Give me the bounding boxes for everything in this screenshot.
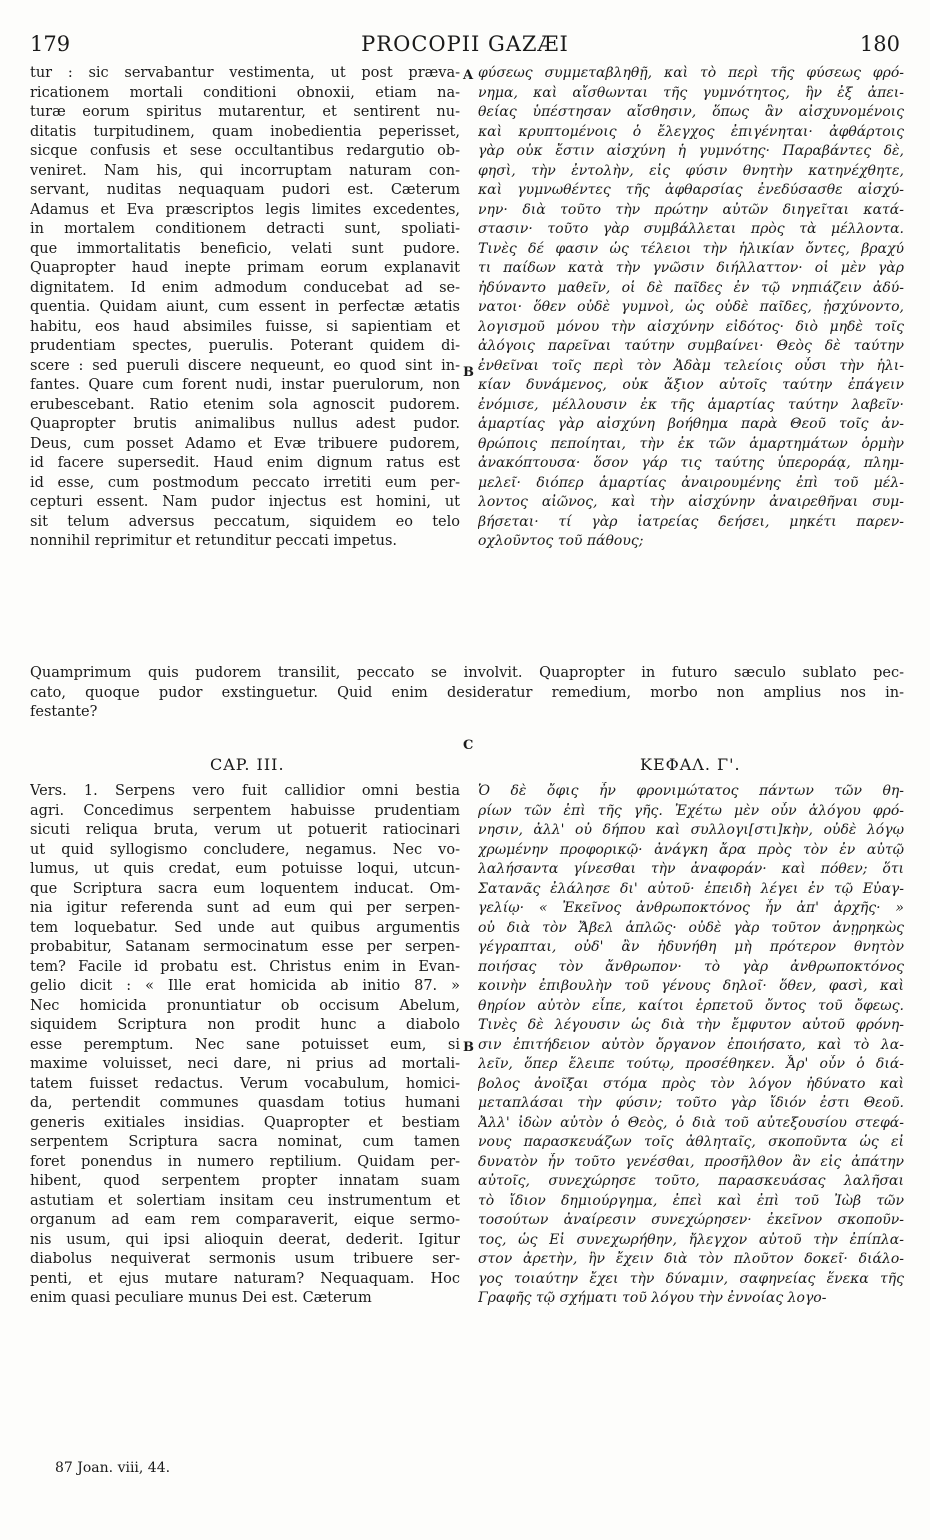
chapter-heading-greek: ΚΕΦΑΛ. Γ'. [640,755,741,774]
text-line: τὸ ἴδιον δημιούργημα, ἐπεὶ καὶ ἐπὶ τοῦ Ἰὼβ τῶν [478,1192,904,1209]
text-line: γελίῳ· « Ἐκεῖνος ἀνθρωποκτόνος ἦν ἀπ' ἀρχῆς· » [478,900,904,916]
text-line: στασιν· τοῦτο γὰρ συμβάλλεται πρὸς τὰ μέλλοντα. [478,221,904,237]
text-line: ἀνακόπτουσα· ὅσον γάρ τις ταύτης ὑπεροράᾳ, πλημ- [478,455,904,471]
text-line: φησὶ, τὴν ἐντολὴν, εἰς φύσιν θνητὴν κατηνέχθητε, [478,162,904,179]
text-line: tatem fuisset redactus. Verum vocabulum, homici- [30,1075,460,1092]
text-line: scere : sed pueruli discere nequeunt, eo quod sint in- [30,357,460,374]
text-line: μεταπλάσαι τὴν φύσιν; τοῦτο γὰρ ἴδιόν ἐστι Θεοῦ. [478,1095,904,1111]
text-line: ἐνόμισε, μέλλουσιν ἐκ τῆς ἁμαρτίας ταύτην λαβεῖν· [478,396,904,413]
text-line: Vers. 1. Serpens vero fuit callidior omni bestia [30,783,460,799]
text-line: quentia. Quidam aiunt, cum essent in perfectæ ætatis [30,299,460,315]
text-line: dignitatem. Id enim admodum conducebat ad se- [30,279,460,296]
text-line: da, pertendit communes quasdam totius humani [30,1095,460,1111]
text-line: habitu, eos haud absimiles fuisse, si sapientiam et [30,318,460,335]
text-line: Γραφῆς τῷ σχήματι τοῦ λόγου τὴν ἐννοίας λογο- [478,1290,827,1306]
text-line: αὐτοῖς, συνεχώρησε τοῦτο, παρασκευάσας λαλῆσαι [478,1173,904,1189]
text-line: Adamus et Eva præscriptos legis limites excedentes, [30,201,460,218]
text-line: νατοι· ὅθεν οὐδὲ γυμνοὶ, ὡς οὐδὲ παῖδες, ᾐσχύνοντο, [478,299,904,315]
latin-column-top [30,64,460,552]
text-line: Quapropter haud inepte primam eorum explanavit [30,260,460,276]
text-line: τι παίδων κατὰ τὴν γνῶσιν διήλλαττον· οἱ μὲν γὰρ [478,260,904,276]
text-line: sit telum adversus peccatum, siquidem eo telo [30,513,460,530]
text-line: veniret. Nam his, qui incorruptam naturam con- [30,162,460,179]
text-line: siquidem Scriptura non prodit hunc a diabolo [30,1017,460,1033]
text-line: organum ad eam rem comparaverit, eique sermo- [30,1212,460,1228]
text-line: tem loquebatur. Sed unde aut quibus argumentis [30,919,460,936]
text-line: hibent, quod serpentem propter innatam suam [30,1173,460,1189]
text-line: Deus, cum posset Adamo et Evæ tribuere pudorem, [30,435,460,452]
running-title: PROCOPII GAZÆI [361,32,569,56]
text-line: cepturi essent. Nam pudor injectus est homini, ut [30,494,460,510]
text-line: νησιν, ἀλλ' οὐ δήπου καὶ συλλογι[στι]κὴν, οὐδὲ λόγῳ [478,822,904,838]
text-line: νην· διὰ τοῦτο τὴν πρώτην αὐτῶν διηγεῖται κατά- [478,201,904,218]
text-line: βολος ἀνοῖξαι στόμα πρὸς τὸν λόγον ἠδύνατο καὶ [478,1075,904,1092]
text-line: ρίων τῶν ἐπὶ τῆς γῆς. Ἐχέτω μὲν οὖν ἀλόγου φρό- [478,802,904,819]
text-line: generis exitiales insidias. Quapropter et bestiam [30,1114,460,1131]
text-line: sicque confusis et sese occultantibus redargutio ob- [30,143,460,159]
greek-column-top [478,64,904,552]
text-line: astutiam et solertiam insitam ceu instrumentum et [30,1192,460,1209]
text-line: id facere supersedit. Haud enim dignum ratus est [30,455,460,471]
latin-column-bottom [30,782,460,1309]
text-line: λεῖν, ὅπερ ἔλειπε τούτῳ, προσέθηκεν. Ἆρ' οὖν ὁ διά- [478,1056,904,1072]
text-line: Ἀλλ' ἰδὼν αὐτὸν ὁ Θεὸς, ὁ διὰ τοῦ αὐτεξουσίου στεφά- [478,1114,904,1131]
text-line: probabitur, Satanam sermocinatum esse per serpen- [30,939,460,955]
text-line: κοινὴν ἐπιβουλὴν τοῦ γένους δηλοῖ· ὅθεν, φασὶ, καὶ [478,978,904,994]
text-line: ποιήσας τὸν ἄνθρωπον· τὸ γὰρ ἀνθρωποκτόνος [478,958,904,975]
text-line: ἁμαρτίας γὰρ αἰσχύνη βοήθημα παρὰ Θεοῦ τοῖς ἀν- [478,416,904,432]
text-line: Nec homicida pronuntiatur ob occisum Abelum, [30,997,460,1014]
page-number-right: 180 [859,32,900,56]
greek-column-bottom [478,782,904,1309]
text-line: Ὁ δὲ ὄφις ἦν φρονιμώτατος πάντων τῶν θη- [478,783,904,799]
text-line: νημα, καὶ αἴσθωνται τῆς γυμνότητος, ἣν ἐξ ἀπει- [478,84,904,101]
text-line: μελεῖ· διόπερ ἁμαρτίας ἀναιρουμένης ἐπὶ τοῦ μέλ- [478,474,904,491]
full-width-paragraph [30,664,904,723]
section-marker-c: C [463,738,474,753]
text-line: φύσεως συμμεταβληθῇ, καὶ τὸ περὶ τῆς φύσεως φρό- [478,65,904,81]
text-line: tem? Facile id probatu est. Christus enim in Evan- [30,958,460,975]
section-marker-a: A [463,68,474,83]
text-line: tur : sic servabantur vestimenta, ut post præva- [30,65,460,81]
text-line: λαλήσαντα γίνεσθαι τὴν ἀναφοράν· καὶ πόθεν; ὅτι [478,861,904,877]
text-line: γέγραπται, οὐδ' ἂν ἠδυνήθη μὴ πρότερον θνητὸν [478,939,904,955]
chapter-heading-latin: CAP. III. [210,755,285,774]
text-line: gelio dicit : « Ille erat homicida ab initio 87. » [30,978,460,994]
text-line: nonnihil reprimitur et retunditur peccati impetus. [30,533,398,549]
text-line: foret ponendus in numero reptilium. Quidam per- [30,1153,460,1170]
text-line: cato, quoque pudor exstinguetur. Quid enim desideratur remedium, morbo non amplius nos in- [30,684,904,701]
text-line: lumus, ut quis credat, eum potuisse loqui, utcun- [30,861,460,877]
text-line: nia igitur referenda sunt ad eum qui per serpen- [30,900,460,916]
text-line: Quamprimum quis pudorem transilit, peccato se involvit. Quapropter in futuro sæculo sublato pec- [30,665,904,681]
section-marker-b: B [463,365,474,380]
text-line: θείας ὑπέστησαν αἴσθησιν, ὅπως ἂν αἰσχυνομένοις [478,104,904,120]
text-line: σιν ἐπιτήδειον αὐτὸν ὄργανον ἐποιήσατο, καὶ τὸ λα- [478,1036,904,1053]
text-line: erubescebant. Ratio etenim sola agnoscit pudorem. [30,396,460,413]
text-line: ut quid syllogismo concludere, negamus. Nec vo- [30,841,460,858]
text-line: Σατανᾶς ἐλάλησε δι' αὐτοῦ· ἐπειδὴ λέγει ἐν τῷ Εὐαγ- [478,880,904,897]
text-line: esse peremptum. Nec sane potuisset eum, si [30,1036,460,1053]
text-line: ricationem mortali conditioni obnoxii, etiam na- [30,84,460,101]
text-line: festante? [30,704,98,720]
text-line: ἐνθεῖναι τοῖς περὶ τὸν Ἀδὰμ τελείοις οὖσι τὴν ἡλι- [478,357,904,374]
text-line: maxime voluisset, neci dare, ni prius ad mortali- [30,1056,460,1072]
text-line: nis usum, qui ipsi alioquin deerat, dederit. Igitur [30,1231,460,1248]
text-line: diabolus nequiverat sermonis usum tribuere ser- [30,1251,460,1267]
text-line: οχλοῦντος τοῦ πάθους; [478,533,644,549]
page-number-left: 179 [30,32,71,56]
text-line: λοντος αἰῶνος, καὶ τὴν αἰσχύνην ἀναιρεθῆναι συμ- [478,494,904,510]
text-line: que immortalitatis beneficio, velati sunt pudore. [30,240,460,257]
text-line: κίαν δυνάμενος, οὐκ ἄξιον αὐτοῖς ταύτην ἐπάγειν [478,377,904,393]
text-line: que Scriptura sacra eum loquentem inducat. Om- [30,880,460,897]
text-line: τος, ὡς Εἰ συνεχωρήθην, ἤλεγχον αὐτοῦ τὴν ἐπίπλα- [478,1231,904,1248]
text-line: turæ eorum spiritus mutarentur, et sentirent nu- [30,104,460,120]
text-line: in mortalem conditionem detracti sunt, spoliati- [30,221,460,237]
text-line: καὶ γυμνωθέντες τῆς ἀφθαρσίας ἐνεδύσασθε αἰσχύ- [478,182,904,198]
text-line: λογισμοῦ μόνου τὴν αἰσχύνην εἰδότος· διὸ μηδὲ τοῖς [478,318,904,335]
text-line: οὐ διὰ τὸν Ἄβελ ἁπλῶς· οὐδὲ γὰρ τοῦτον ἀνῃρηκὼς [478,919,904,936]
text-line: τοσούτων ἀναίρεσιν συνεχώρησεν· ἐκεῖνον σκοποῦν- [478,1212,904,1228]
text-line: agri. Concedimus serpentem habuisse prudentiam [30,802,460,819]
text-line: Τινὲς δέ φασιν ὡς τέλειοι τὴν ἡλικίαν ὄντες, βραχύ [478,240,904,257]
footnote: 87 Joan. viii, 44. [55,1460,171,1476]
text-line: Τινὲς δὲ λέγουσιν ὡς διὰ τὴν ἔμφυτον αὐτοῦ φρόνη- [478,1017,904,1033]
text-line: βήσεται· τί γὰρ ἰατρείας δεήσει, μηκέτι παρεν- [478,513,904,530]
section-marker-b2: B [463,1040,474,1055]
text-line: γὰρ οὐκ ἔστιν αἰσχύνη ἡ γυμνότης· Παραβάντες δὲ, [478,143,904,159]
text-line: penti, et ejus mutare naturam? Nequaquam. Hoc [30,1270,460,1287]
text-line: θηρίον αὐτὸν εἶπε, καίτοι ἑρπετοῦ ὄντος τοῦ ὄφεως. [478,997,904,1014]
page-header [30,32,900,62]
text-line: νους παρασκευάζων τοῖς ἀθληταῖς, σκοποῦντα ὡς εἰ [478,1134,904,1150]
text-line: servant, nuditas nequaquam pudori est. Cæterum [30,182,460,198]
text-line: enim quasi peculiare munus Dei est. Cæterum [30,1290,372,1306]
text-line: γος τοιαύτην ἔχει τὴν δύναμιν, σαφηνείας ἕνεκα τῆς [478,1270,904,1287]
text-line: ἠδύναντο μαθεῖν, οἱ δὲ παῖδες ἐν τῷ νηπιάζειν ἀδύ- [478,279,904,296]
text-line: θρώποις πεποίηται, τὴν ἐκ τῶν ἁμαρτημάτων ὁρμὴν [478,435,904,452]
text-line: id esse, cum postmodum peccato irretiti eum per- [30,474,460,491]
text-line: fantes. Quare cum forent nudi, instar puerulorum, non [30,377,460,393]
text-line: καὶ κρυπτομένοις ὁ ἔλεγχος ἐπιγένηται· ἀφθάρτοις [478,123,904,140]
text-line: ἀλόγοις παρεῖναι ταύτην συμβαίνει· Θεὸς δὲ ταύτην [478,338,904,354]
text-line: δυνατὸν ἦν τοῦτο γενέσθαι, προσῆλθον ἂν εἰς ἀπάτην [478,1153,904,1170]
text-line: χρωμένην προφορικῷ· ἀνάγκη ἄρα πρὸς τὸν ἐν αὐτῷ [478,841,904,858]
text-line: prudentiam spectes, puerulis. Poterant quidem di- [30,338,460,354]
text-line: ditatis turpitudinem, quam inobedientia peperisset, [30,123,460,140]
text-line: Quapropter brutis animalibus nullus adest pudor. [30,416,460,432]
text-line: serpentem Scriptura sacra nominat, cum tamen [30,1134,460,1150]
text-line: στον ἀρετὴν, ἣν ἔχειν διὰ τὸν πλοῦτον δοκεῖ· διάλο- [478,1251,904,1267]
text-line: sicuti reliqua bruta, verum ut potuerit ratiocinari [30,822,460,838]
